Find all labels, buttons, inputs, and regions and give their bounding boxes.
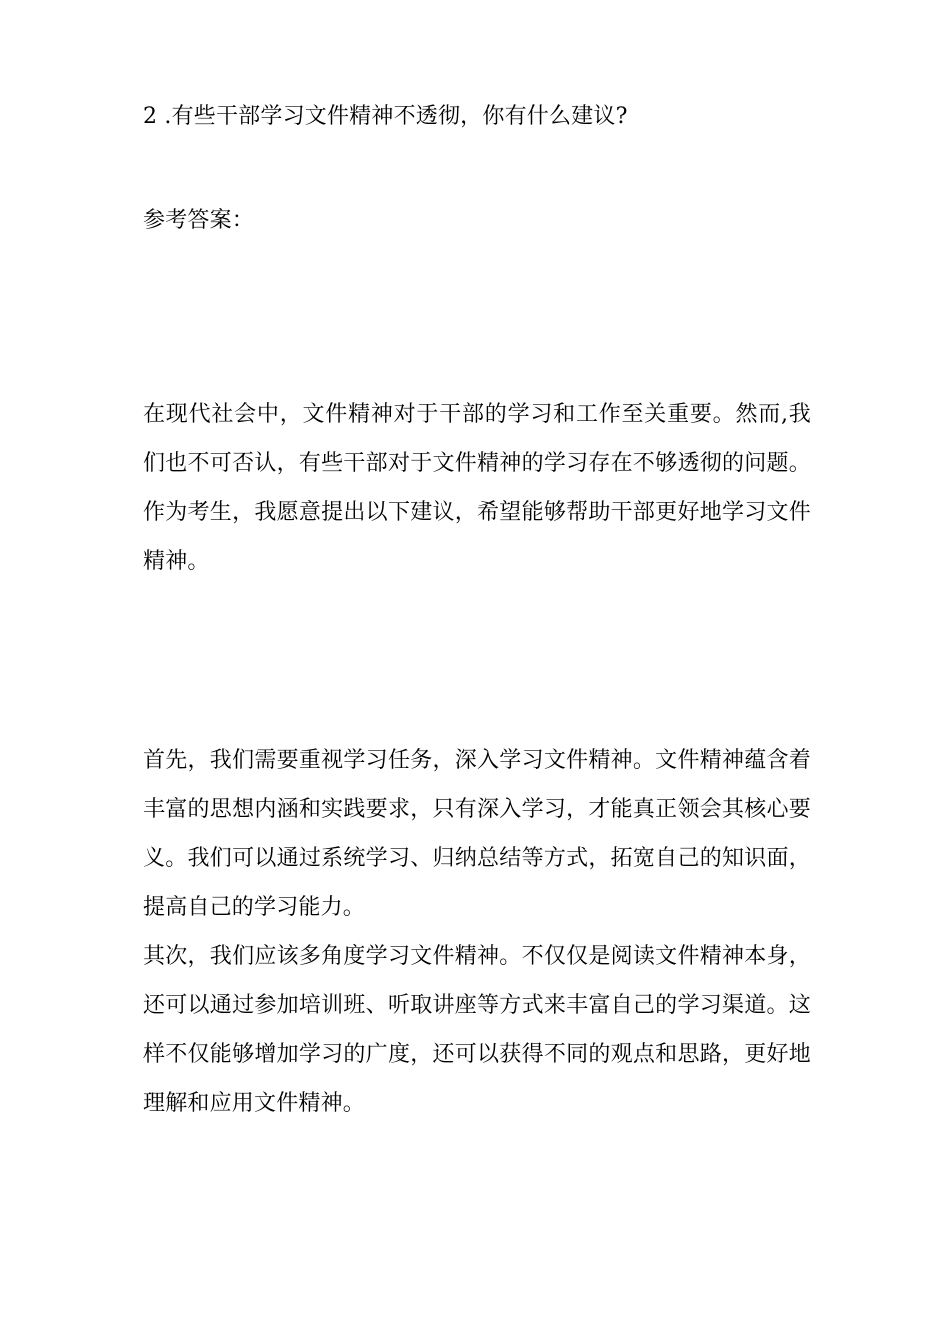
second-point-paragraph: 其次，我们应该多角度学习文件精神。不仅仅是阅读文件精神本身，还可以通过参加培训班、听取讲座等方式来丰富自己的学习渠道。这样不仅能够增加学习的广度，还可以获得不同的观点和思路，更好地理解和应用文件精神。 <box>143 944 811 1116</box>
answer-label: 参考答案： <box>143 208 255 233</box>
intro-paragraph: 在现代社会中，文件精神对于干部的学习和工作至关重要。然而,我们也不可否认，有些干部对于文件精神的学习存在不够透彻的问题。作为考生，我愿意提出以下建议，希望能够帮助干部更好地学习文件精神。 <box>143 402 811 574</box>
first-point-paragraph: 首先，我们需要重视学习任务，深入学习文件精神。文件精神蕴含着丰富的思想内涵和实践要求，只有深入学习，才能真正领会其核心要义。我们可以通过系统学习、归纳总结等方式，拓宽自己的知识面，提高自己的学习能力。 <box>143 748 811 920</box>
question-heading: 2 .有些干部学习文件精神不透彻，你有什么建议? <box>143 104 628 129</box>
